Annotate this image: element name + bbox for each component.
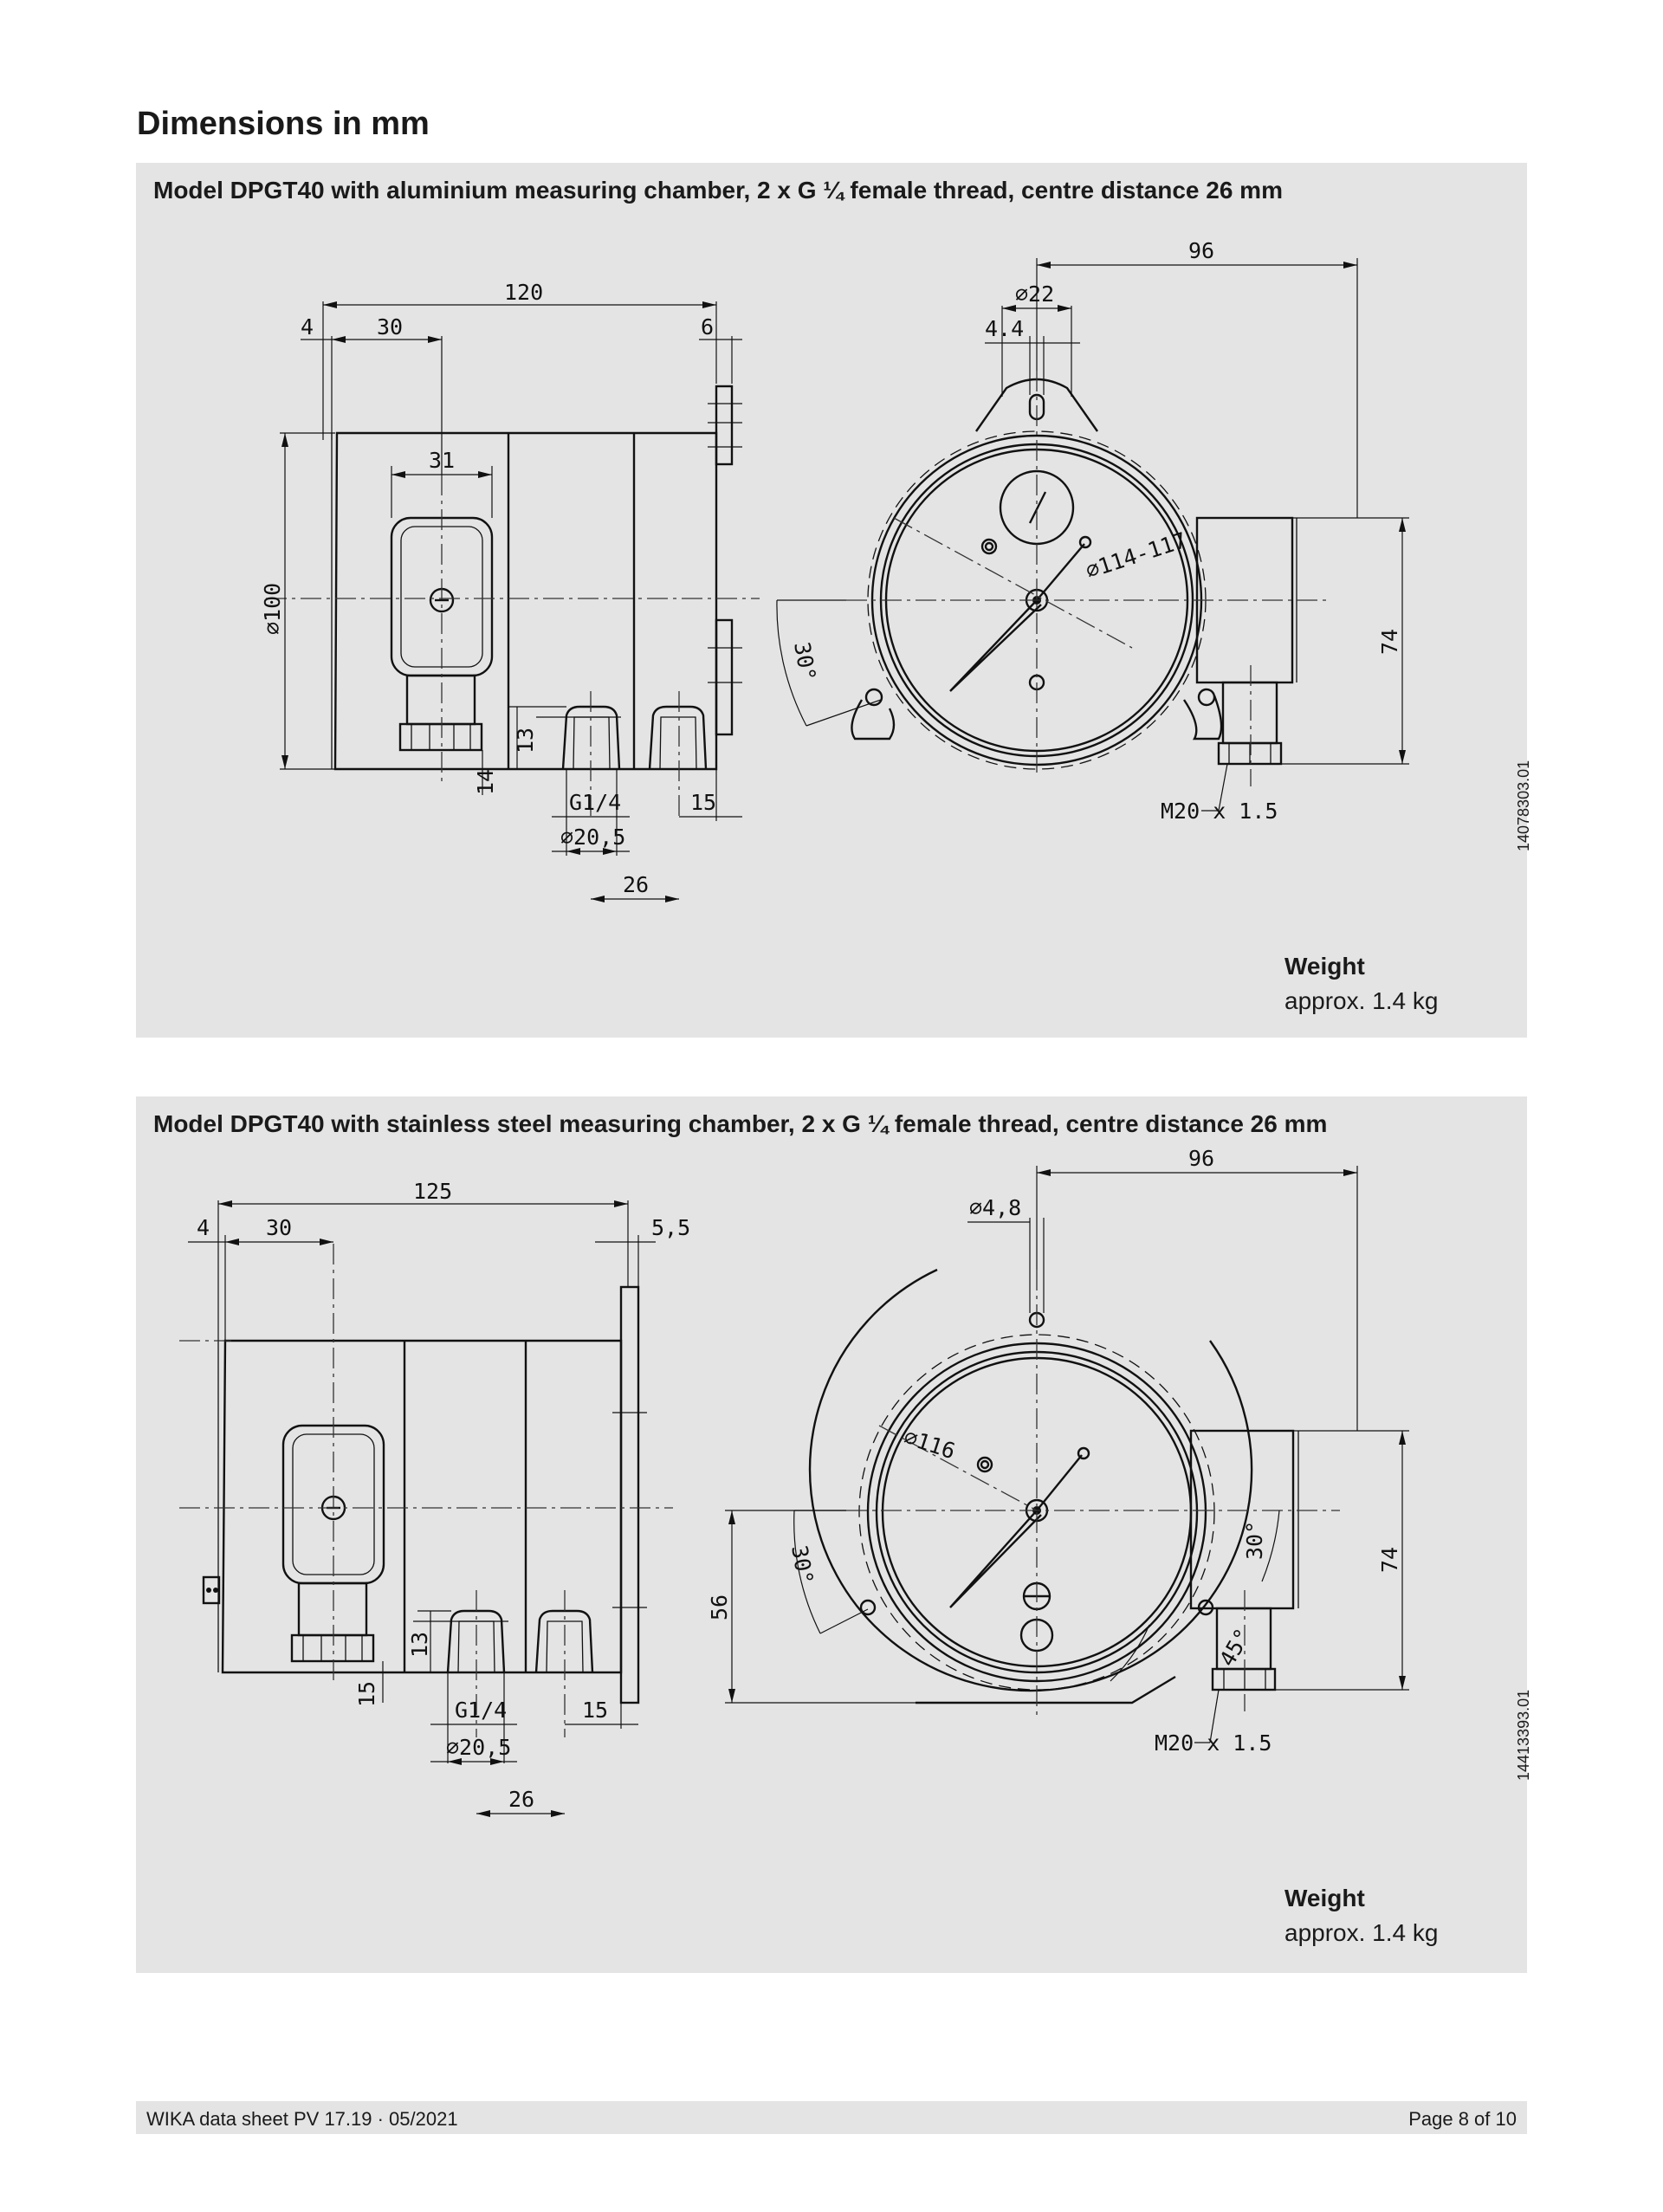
weight-label: Weight — [1284, 1885, 1365, 1911]
weight-label: Weight — [1284, 953, 1365, 980]
drawing-id: 14078303.01 — [1515, 760, 1532, 851]
dim-thread-diameter: ⌀20,5 — [560, 825, 626, 850]
dim-port-spacing: 26 — [508, 1787, 535, 1812]
dim-depth: 96 — [1188, 1146, 1215, 1171]
dim-cable-thread: M20 x 1.5 — [1155, 1730, 1272, 1756]
dim-edge-distance: 15 — [582, 1698, 609, 1723]
dim-hole-diameter: ⌀4,8 — [969, 1195, 1022, 1220]
dim-base-height: 15 — [354, 1680, 379, 1707]
dim-flange-offset: 4 — [197, 1215, 210, 1240]
side-view — [260, 280, 760, 902]
dim-depth: 96 — [1188, 238, 1215, 263]
dim-height: 74 — [1377, 1546, 1402, 1573]
dim-angle-left: 30° — [786, 1543, 819, 1587]
technical-drawing-aluminium — [136, 163, 1527, 1038]
panel-title: Model DPGT40 with aluminium measuring chamber, 2 x G ¼ female thread, centre distance 26 mm — [153, 177, 1283, 204]
dim-tail: 5,5 — [651, 1215, 691, 1240]
dim-thread-size: G1/4 — [569, 790, 622, 815]
dim-center-offset: 30 — [377, 314, 404, 340]
side-view — [179, 1179, 690, 1817]
dim-lug-diameter: ⌀22 — [1015, 281, 1055, 307]
dim-angle-right: 30° — [1242, 1520, 1267, 1560]
page-title: Dimensions in mm — [137, 106, 430, 142]
page-footer — [136, 2101, 1527, 2134]
dim-thread-diameter: ⌀20,5 — [446, 1735, 512, 1760]
dim-base-height: 14 — [473, 768, 498, 795]
dim-overall-length: 120 — [504, 280, 544, 305]
panel-aluminium — [136, 163, 1532, 1038]
dim-dial-diameter: ⌀116 — [901, 1424, 959, 1465]
dim-thread-size: G1/4 — [455, 1698, 508, 1723]
dim-angle: 30° — [789, 640, 821, 683]
dim-edge-distance: 15 — [690, 790, 717, 815]
dim-angle-45: 45° — [1214, 1624, 1256, 1671]
footer-datasheet-ref: WIKA data sheet PV 17.19 · 05/2021 — [146, 2108, 458, 2130]
dim-height: 74 — [1377, 628, 1402, 655]
dim-thread-height: 13 — [407, 1631, 432, 1658]
dim-tail: 6 — [701, 314, 715, 340]
weight-value: approx. 1.4 kg — [1284, 1919, 1439, 1946]
dim-port-spacing: 26 — [623, 872, 650, 897]
dim-cable-thread: M20 x 1.5 — [1161, 799, 1278, 824]
dim-connector-width: 31 — [429, 448, 456, 473]
drawing-id: 14413393.01 — [1515, 1689, 1532, 1781]
dim-thread-height: 13 — [513, 727, 538, 754]
front-view — [707, 1146, 1409, 1756]
footer-page-number: Page 8 of 10 — [1408, 2108, 1517, 2130]
dim-overall-length: 125 — [413, 1179, 453, 1204]
weight-value: approx. 1.4 kg — [1284, 987, 1439, 1014]
dim-body-diameter: ⌀100 — [260, 582, 285, 635]
dim-dial-diameter: ⌀114-117 — [1082, 527, 1190, 584]
dim-height-left: 56 — [707, 1594, 732, 1620]
dim-flange-offset: 4 — [301, 314, 314, 340]
technical-drawing-stainless — [136, 1096, 1527, 1973]
panel-title: Model DPGT40 with stainless steel measuring chamber, 2 x G ¼ female thread, centre distance 26 mm — [153, 1110, 1328, 1137]
panel-stainless-steel — [136, 1096, 1532, 1973]
dim-center-offset: 30 — [266, 1215, 293, 1240]
front-view — [777, 238, 1409, 824]
dim-lug-offset: 4.4 — [985, 316, 1025, 341]
